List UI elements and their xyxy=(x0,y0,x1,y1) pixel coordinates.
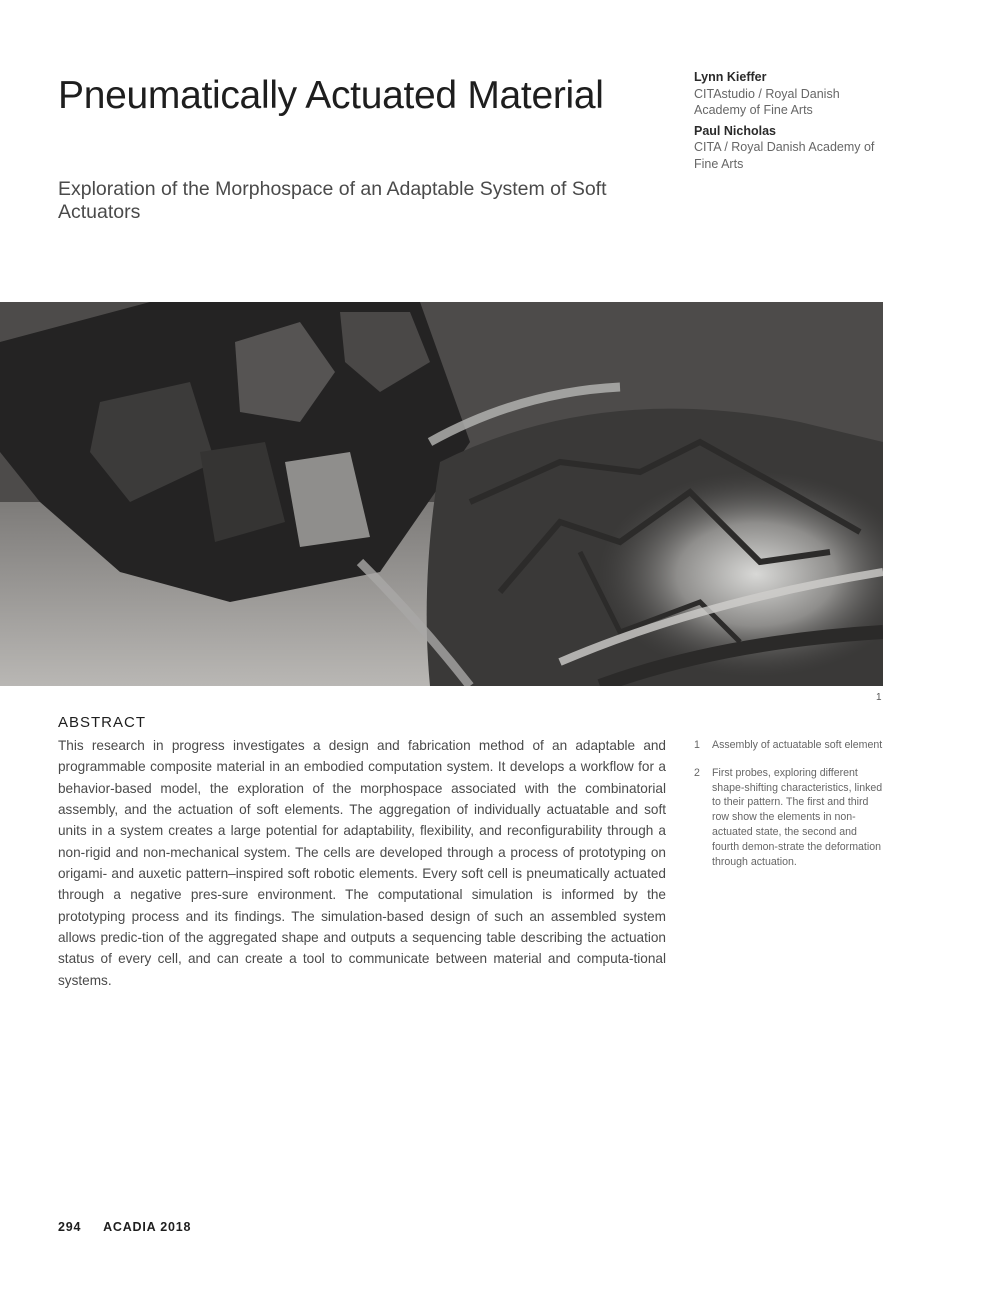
page-number: 294 xyxy=(58,1220,82,1234)
abstract-body: This research in progress investigates a design and fabrication method of an adaptable and programmable composite material in an embodied computation system. It develops a workflow for a behavior-based model, the exploration of the morphospace associated with the combinatorial assembly, and the actuation of soft elements. The aggregation of individually actuatable and soft units in a system creates a large potential for adaptability, flexibility, and reconfigurability through a non-rigid and non-mechanical system. The cells are developed through a process of prototyping on origami- and auxetic pattern–inspired soft robotic elements. Every soft cell is pneumatically actuated through a negative pres-sure environment. The computational simulation is informed by the prototyping process and its findings. The simulation-based design of such an assembled system allows predic-tion of the aggregated shape and outputs a sequencing table describing the actuation status of every cell, and can create a tool to communicate between material and computa-tional systems. xyxy=(58,738,666,988)
figure-photo xyxy=(0,302,883,686)
caption-text: Assembly of actuatable soft element xyxy=(712,739,883,751)
page-footer xyxy=(58,1220,191,1234)
figure-captions xyxy=(694,738,884,882)
author xyxy=(694,123,894,173)
author-affiliation: CITAstudio / Royal Danish Academy of Fine Arts xyxy=(694,86,840,117)
actuator-photo-illustration xyxy=(0,302,883,686)
caption-text: First probes, exploring different shape-shifting characteristics, linked to their pattern. The first and third row show the elements in non-actuated state, the second and fourth demon-strate the deformation through actuation. xyxy=(712,766,883,868)
journal-name: ACADIA 2018 xyxy=(103,1220,192,1234)
caption-number: 2 xyxy=(694,766,700,779)
figure-caption xyxy=(694,766,884,870)
author xyxy=(694,69,894,119)
author-name: Paul Nicholas xyxy=(694,123,776,138)
author-affiliation: CITA / Royal Danish Academy of Fine Arts xyxy=(694,140,875,171)
figure-number: 1 xyxy=(876,692,882,703)
abstract-heading: ABSTRACT xyxy=(58,714,147,731)
paper-subtitle: Exploration of the Morphospace of an Adaptable System of Soft Actuators xyxy=(58,178,607,223)
author-list xyxy=(694,69,894,172)
figure-caption xyxy=(694,738,884,753)
caption-number: 1 xyxy=(694,739,700,751)
author-name: Lynn Kieffer xyxy=(694,70,767,84)
paper-title: Pneumatically Actuated Material xyxy=(58,74,604,117)
